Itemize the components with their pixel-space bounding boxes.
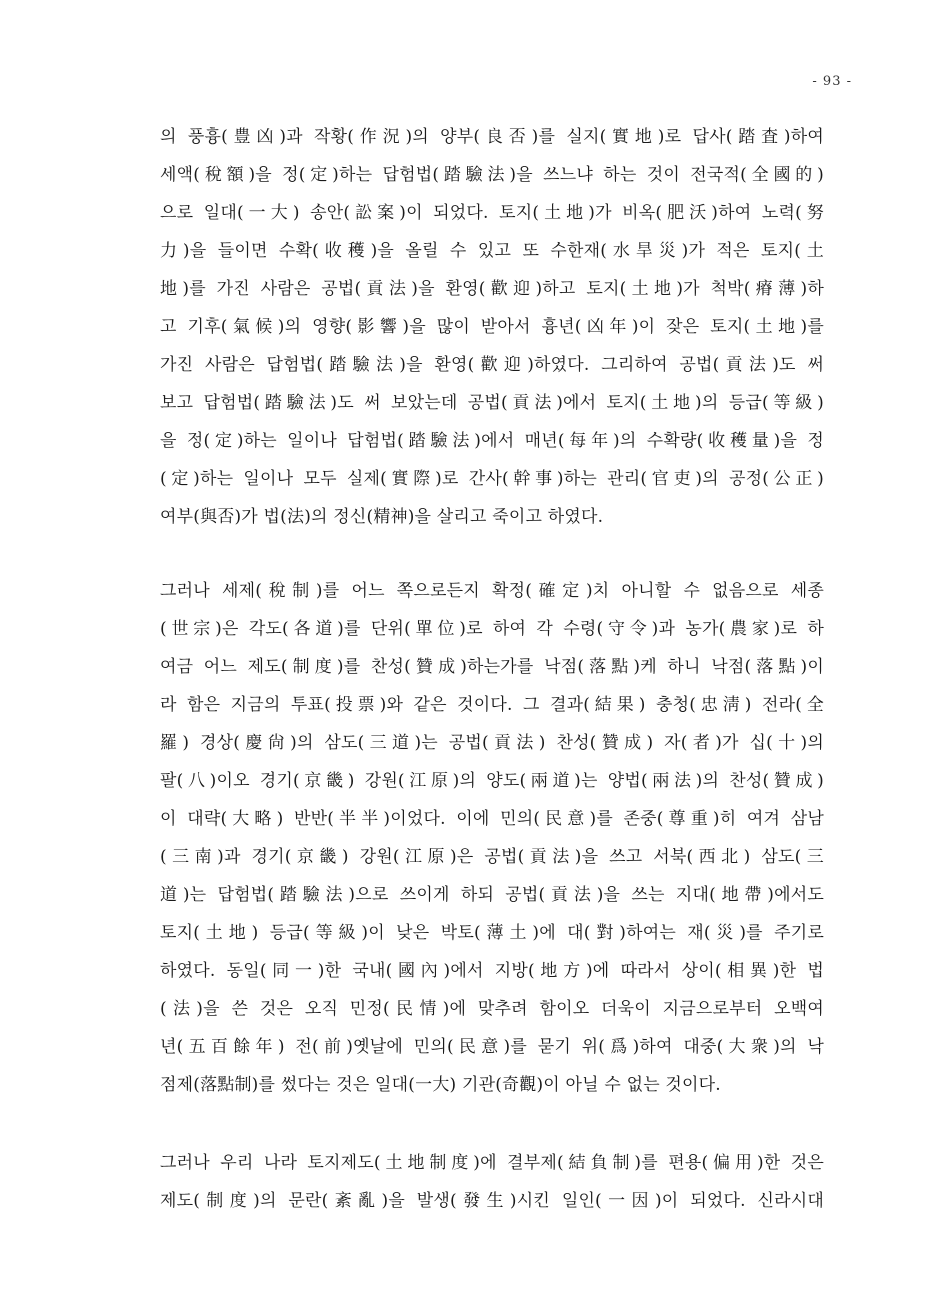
text-line: 羅) 경상(慶尙)의 삼도(三道)는 공법(貢法) 찬성(贊成) 자(者)가 십(十)의 [160,733,824,753]
paragraph [160,1144,824,1220]
text-line: 그러나 우리 나라 토지제도(土地制度)에 결부제(結負制)를 편용(偏用)한 것은 [160,1153,824,1173]
text-line: (法)을 쓴 것은 오직 민정(民情)에 맞추려 함이오 더욱이 지금으로부터 오백여 [160,999,824,1019]
text-line: 제도(制度)의 문란(紊亂)을 발생(發生)시킨 일인(一因)이 되었다. 신라시대 [160,1191,824,1211]
text-line: 점제(落點制)를 썼다는 것은 일대(一大) 기관(奇觀)이 아닐 수 없는 것이다. [160,1075,721,1095]
text-line: 년(五百餘年) 전(前)옛날에 민의(民意)를 묻기 위(爲)하여 대중(大衆)의 낙 [160,1037,824,1057]
text-line: 여부(與否)가 법(法)의 정신(精神)을 살리고 죽이고 하였다. [160,507,604,527]
text-line: 세액(稅額)을 정(定)하는 답험법(踏驗法)을 쓰느냐 하는 것이 전국적(全國的) [160,165,824,185]
text-line: 이 대략(大略) 반반(半半)이었다. 이에 민의(民意)를 존중(尊重)히 여겨 삼남 [160,809,824,829]
text-line: (世宗)은 각도(各道)를 단위(單位)로 하여 각 수령(守令)과 농가(農家)로 하 [160,619,824,639]
text-line: 가진 사람은 답험법(踏驗法)을 환영(歡迎)하였다. 그리하여 공법(貢法)도 써 [160,355,824,375]
text-line: 道)는 답험법(踏驗法)으로 쓰이게 하되 공법(貢法)을 쓰는 지대(地帶)에서도 [160,885,824,905]
text-line: 그러나 세제(稅制)를 어느 쪽으로든지 확정(確定)치 아니할 수 없음으로 세종 [160,581,824,601]
text-line: 팔(八)이오 경기(京畿) 강원(江原)의 양도(兩道)는 양법(兩法)의 찬성(贊成) [160,771,824,791]
text-line: 을 정(定)하는 일이나 답험법(踏驗法)에서 매년(每年)의 수확량(收穫量)을 정 [160,431,824,451]
paragraph [160,572,824,1104]
text-line: 보고 답험법(踏驗法)도 써 보았는데 공법(貢法)에서 토지(土地)의 등급(等級) [160,393,824,413]
text-line: (三南)과 경기(京畿) 강원(江原)은 공법(貢法)을 쓰고 서북(西北) 삼도(三 [160,847,824,867]
paragraph [160,118,824,536]
text-line: 으로 일대(一大) 송안(訟案)이 되었다. 토지(土地)가 비옥(肥沃)하여 노력(努 [160,203,824,223]
text-line: (定)하는 일이나 모두 실제(實際)로 간사(幹事)하는 관리(官吏)의 공정(公正) [160,469,824,489]
text-line: 力)을 들이면 수확(收穫)을 올릴 수 있고 또 수한재(水旱災)가 적은 토지(土 [160,241,824,261]
text-line: 라 함은 지금의 투표(投票)와 같은 것이다. 그 결과(結果) 충청(忠淸) 전라(全 [160,695,824,715]
text-line: 여금 어느 제도(制度)를 찬성(贊成)하는가를 낙점(落點)케 하니 낙점(落點)이 [160,657,824,677]
text-line: 地)를 가진 사람은 공법(貢法)을 환영(歡迎)하고 토지(土地)가 척박(瘠薄)하 [160,279,824,299]
page-number: - 93 - [812,74,852,89]
document-body [160,118,824,1211]
text-line: 하였다. 동일(同一)한 국내(國內)에서 지방(地方)에 따라서 상이(相異)한 법 [160,961,824,981]
text-line: 고 기후(氣候)의 영향(影響)을 많이 받아서 흉년(凶年)이 잦은 토지(土地)를 [160,317,824,337]
text-line: 토지(土地) 등급(等級)이 낮은 박토(薄土)에 대(對)하여는 재(災)를 주기로 [160,923,824,943]
text-line: 의 풍흉(豊凶)과 작황(作況)의 양부(良否)를 실지(實地)로 답사(踏査)하여 [160,127,824,147]
